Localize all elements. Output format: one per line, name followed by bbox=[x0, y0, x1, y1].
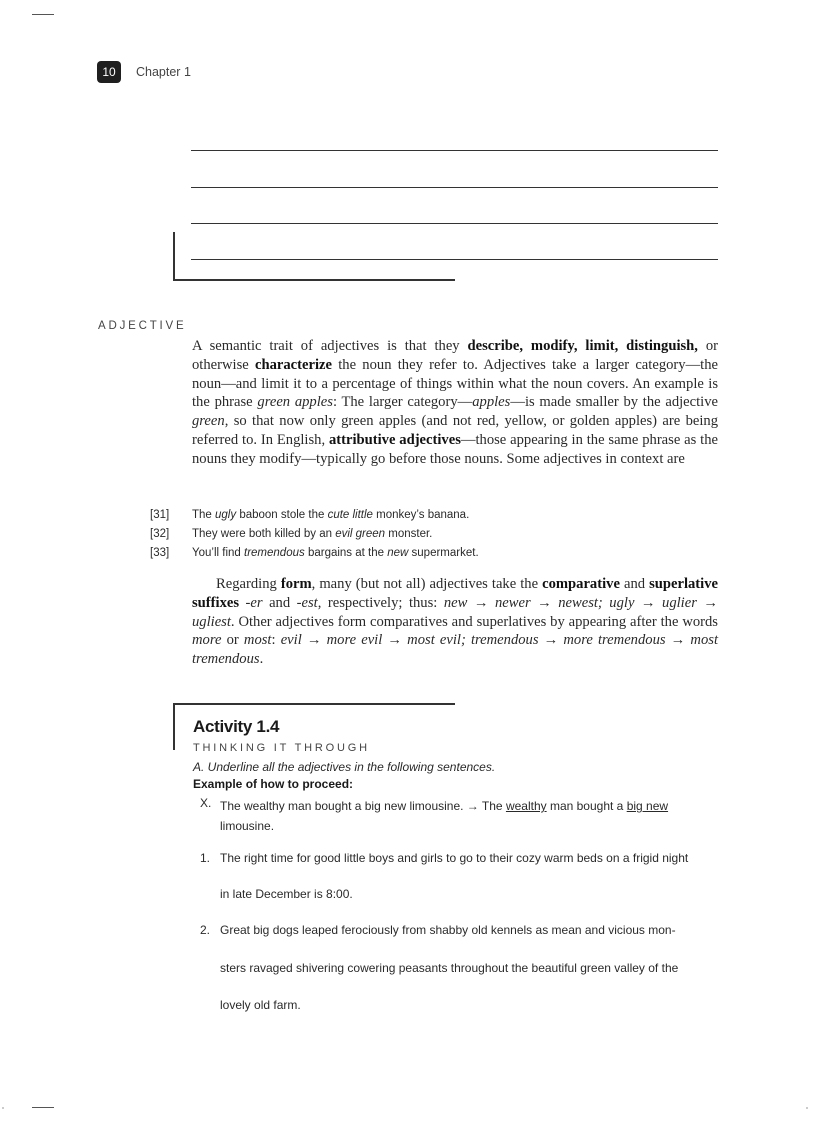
italic-term: -er bbox=[245, 594, 263, 611]
text-run: , respectively; thus: bbox=[317, 594, 444, 611]
italic-term: more bbox=[192, 632, 222, 649]
italic-term: cute little bbox=[327, 508, 373, 521]
item-line: sters ravaged shivering cowering peasants throughout the beautiful green valley of the bbox=[220, 961, 679, 975]
bold-term: comparative bbox=[542, 576, 620, 592]
notes-bracket-horizontal bbox=[173, 279, 455, 281]
example-sentence bbox=[150, 524, 479, 543]
text-run: . Other adjectives form comparatives and superlatives by appearing after the words bbox=[230, 613, 718, 630]
item-number: X. bbox=[200, 796, 212, 810]
text-run: : bbox=[271, 632, 281, 649]
italic-term: evil green bbox=[335, 527, 386, 540]
text-run: the noun they refer to. Adjectives take a larger category—the noun—and limit it to a percentage of things within what the noun covers. An example is the phrase bbox=[192, 356, 718, 411]
running-header bbox=[97, 61, 191, 83]
comparative-paragraph bbox=[192, 575, 718, 669]
writing-line bbox=[191, 259, 718, 260]
italic-term: ugly bbox=[215, 508, 237, 521]
text-run: or otherwise bbox=[192, 338, 719, 373]
item-text bbox=[220, 796, 720, 836]
text-run: supermarket. bbox=[408, 546, 479, 559]
text-run: Regarding bbox=[216, 576, 281, 592]
example-text bbox=[192, 509, 469, 521]
text-run: limousine. bbox=[220, 819, 275, 833]
italic-term: new → newer → newest; ugly → uglier → ugliest bbox=[192, 594, 718, 630]
activity-subtitle: THINKING IT THROUGH bbox=[193, 742, 370, 754]
example-number: [33] bbox=[150, 546, 170, 559]
text-run: The bbox=[192, 508, 216, 521]
text-run: or bbox=[221, 632, 244, 649]
example-number: [32] bbox=[150, 527, 170, 540]
text-run: —those appearing in the same phrase as the nouns they modify—typically go before those nouns. Some adjectives in context are bbox=[192, 431, 718, 467]
text-run: bargains at the bbox=[304, 546, 388, 559]
bold-term: superlative suffixes bbox=[192, 576, 718, 611]
crop-dot-bottom-right bbox=[806, 1107, 808, 1109]
example-sentence bbox=[150, 505, 479, 524]
writing-line bbox=[191, 223, 718, 224]
item-line: Great big dogs leaped ferociously from shabby old kennels as mean and vicious mon- bbox=[220, 923, 676, 937]
notes-bracket-vertical bbox=[173, 232, 175, 280]
italic-term: tremendous bbox=[244, 546, 305, 559]
example-number: [31] bbox=[150, 508, 170, 521]
item-number: 1. bbox=[200, 851, 211, 865]
bold-term: describe, modify, limit, distinguish, bbox=[467, 338, 698, 354]
crop-mark-top bbox=[32, 14, 54, 15]
page-number-badge: 10 bbox=[97, 61, 121, 83]
crop-dot-bottom-left bbox=[2, 1107, 4, 1109]
italic-term: evil → more evil → most evil; tremendous → more tremendous → most tremendous bbox=[192, 632, 718, 668]
activity-instruction: A. Underline all the adjectives in the following sentences. bbox=[193, 760, 496, 774]
activity-example-item bbox=[200, 796, 720, 836]
writing-line bbox=[191, 150, 718, 151]
text-run: and bbox=[619, 576, 650, 592]
bold-term: characterize bbox=[255, 356, 332, 373]
item-number: 2. bbox=[200, 923, 211, 937]
text-run: —is made smaller by the adjective bbox=[510, 394, 719, 411]
item-line: in late December is 8:00. bbox=[220, 887, 353, 901]
text-run: . bbox=[259, 651, 264, 668]
text-run: monkey’s banana. bbox=[372, 508, 470, 521]
section-label: ADJECTIVE bbox=[98, 320, 187, 332]
underlined-adjective: wealthy bbox=[505, 799, 547, 813]
italic-term: most bbox=[243, 632, 272, 649]
activity-bracket-vertical bbox=[173, 703, 175, 750]
crop-mark-bottom bbox=[32, 1107, 54, 1108]
italic-term: apples bbox=[472, 394, 511, 411]
example-text bbox=[192, 547, 479, 559]
text-run: baboon stole the bbox=[236, 508, 328, 521]
text-run: The wealthy man bought a big new limousine. → The bbox=[220, 799, 506, 813]
text-run: A semantic trait of adjectives is that they bbox=[192, 338, 468, 354]
text-run: : The larger category— bbox=[332, 394, 473, 411]
bold-term: form bbox=[280, 576, 312, 592]
text-run: , many (but not all) adjectives take the bbox=[311, 576, 543, 592]
adjective-definition-paragraph bbox=[192, 337, 718, 469]
example-sentence bbox=[150, 543, 479, 562]
example-sentences bbox=[150, 505, 479, 562]
italic-term: green apples bbox=[257, 394, 333, 411]
italic-term: green bbox=[192, 413, 225, 430]
bold-term: attributive adjectives bbox=[328, 431, 461, 448]
item-line: The right time for good little boys and girls to go to their cozy warm beds on a frigid night bbox=[220, 851, 689, 865]
example-text bbox=[192, 528, 432, 540]
text-run: monster. bbox=[385, 527, 433, 540]
activity-bracket-horizontal bbox=[173, 703, 455, 705]
text-run: and bbox=[262, 594, 297, 611]
text-run: They were both killed by an bbox=[192, 527, 336, 540]
italic-term: -est bbox=[296, 594, 318, 611]
activity-title: Activity 1.4 bbox=[193, 717, 280, 736]
activity-example-label: Example of how to proceed: bbox=[193, 777, 354, 791]
text-run: You’ll find bbox=[192, 546, 245, 559]
writing-line bbox=[191, 187, 718, 188]
item-line: lovely old farm. bbox=[220, 998, 301, 1012]
text-run: , so that now only green apples (and not red, yellow, or golden apples) are being referred to. In English, bbox=[192, 413, 718, 448]
chapter-label: Chapter 1 bbox=[136, 65, 191, 79]
italic-term: new bbox=[387, 546, 409, 559]
text-run: man bought a bbox=[546, 799, 627, 813]
underlined-adjective: big new bbox=[626, 799, 669, 813]
